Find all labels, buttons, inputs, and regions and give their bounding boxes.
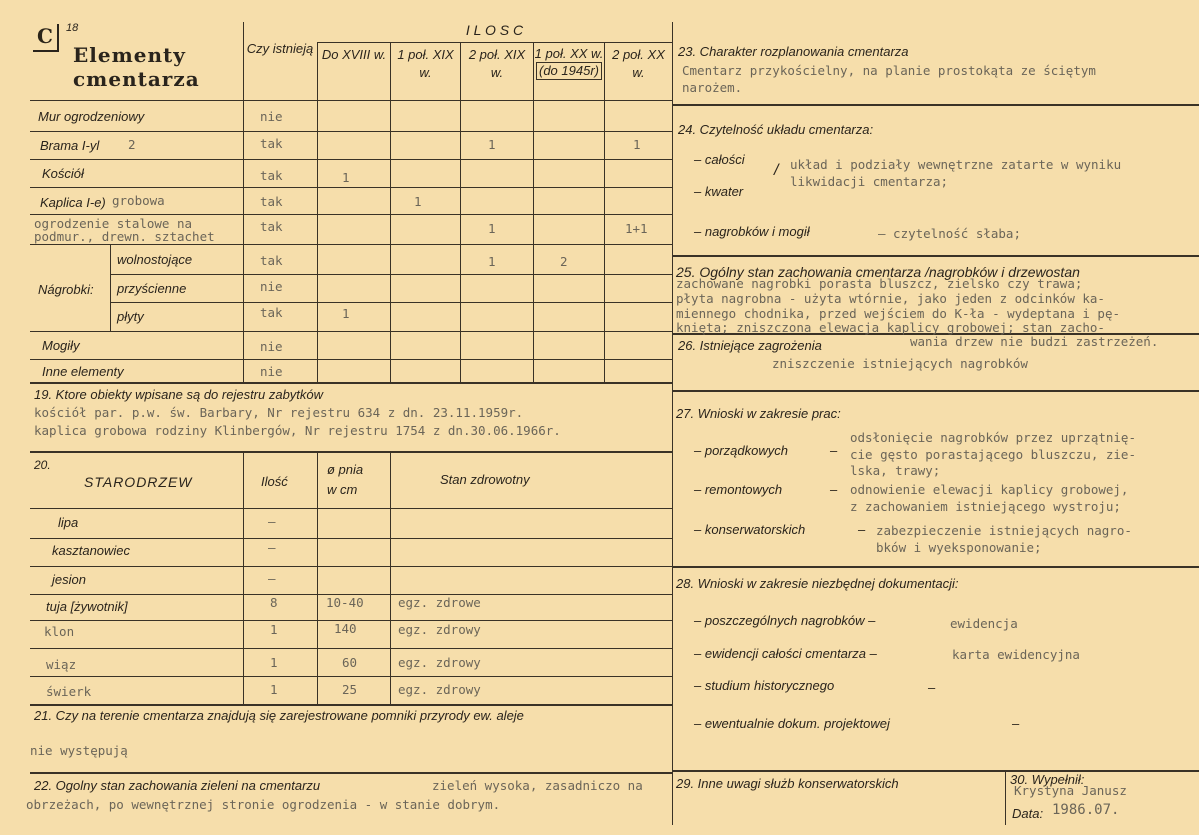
rule <box>30 676 672 677</box>
header-czy-istnieja: Czy istnieją <box>246 41 314 56</box>
s30-name: Krystyna Janusz <box>1014 783 1127 798</box>
s25-heading: 25. Ogólny stan zachowania cmentarza /nagrobków i drzewostan <box>676 264 1080 280</box>
tree-name: lipa <box>58 515 79 530</box>
rule <box>110 302 672 303</box>
row-value: 1 <box>488 221 496 236</box>
tree-diam: 25 <box>342 682 358 697</box>
row-label: Kaplica I-e) <box>40 195 106 210</box>
tree-name: świerk <box>46 684 92 699</box>
s19-heading: 19. Ktore obiekty wpisane są do rejestru zabytków <box>34 387 324 402</box>
rule <box>30 508 672 509</box>
rule <box>672 566 1199 568</box>
rule <box>30 566 672 567</box>
row-label: Kościół <box>42 166 84 181</box>
rule <box>110 274 672 275</box>
s27-text: odnowienie elewacji kaplicy grobowej, <box>850 482 1129 497</box>
rule <box>390 42 391 382</box>
s27-porzadkowych: – porządkowych <box>694 443 788 458</box>
s24-heading: 24. Czytelność układu cmentarza: <box>678 122 874 137</box>
tree-state: egz. zdrowy <box>398 655 481 670</box>
s28-value: karta ewidencyjna <box>952 647 1080 662</box>
rule <box>317 42 672 43</box>
row-exists: nie <box>260 279 283 294</box>
s27-text: z zachowaniem istniejącego wystroju; <box>850 499 1121 514</box>
s25-line: wania drzew nie budzi zastrzeżeń. <box>910 334 1159 349</box>
header-col5: 2 poł. XX w. <box>612 47 665 80</box>
s22-heading: 22. Ogolny stan zachowania zieleni na cmentarzu <box>34 778 321 793</box>
tree-state: egz. zdrowy <box>398 682 481 697</box>
s24-slash: / <box>774 162 779 179</box>
s30-heading: 30. Wypełnił: <box>1010 772 1085 787</box>
row-exists: tak <box>260 219 283 234</box>
rule <box>30 382 672 384</box>
s25-line: zachowane nagrobki porasta bluszcz, zielsko czy trawa; <box>676 276 1083 291</box>
s20-col-diam: ø pnia <box>327 462 364 477</box>
tree-diam: 140 <box>334 621 357 636</box>
s27-text: cie gęsto porastającego bluszczu, zie- <box>850 447 1136 462</box>
row-exists: nie <box>260 364 283 379</box>
row-value: 2 <box>560 254 568 269</box>
title-line: cmentarza <box>73 67 200 91</box>
row-note: 2 <box>128 137 136 152</box>
s28-dash: – <box>1012 716 1020 731</box>
rule <box>30 159 672 160</box>
rule <box>30 187 672 188</box>
s27-remontowych: – remontowych <box>694 482 783 497</box>
s24-text: układ i podziały wewnętrzne zatarte w wyniku <box>790 157 1122 172</box>
tree-qty: 1 <box>270 622 278 637</box>
row-value: 1 <box>342 170 350 185</box>
rule <box>30 772 672 774</box>
rule <box>672 390 1199 392</box>
row-note: grobowa <box>112 193 165 208</box>
center-divider <box>672 22 673 825</box>
row-value: 1 <box>414 194 422 209</box>
rule <box>30 648 672 649</box>
rule <box>1005 770 1006 825</box>
s28-row: – ewentualnie dokum. projektowej <box>694 716 890 731</box>
rule <box>672 104 1199 106</box>
s27-text: lska, trawy; <box>850 463 941 478</box>
row-label: wolnostojące <box>117 252 193 267</box>
s28-row: – poszczególnych nagrobków – <box>694 613 876 628</box>
s22-text: obrzeżach, po wewnętrznej stronie ogrodzenia - w stanie dobrym. <box>26 797 501 812</box>
rule <box>30 538 672 539</box>
s27-text: odsłonięcie nagrobków przez uprzątnię- <box>850 430 1136 445</box>
rule <box>30 331 672 332</box>
row-exists: tak <box>260 168 283 183</box>
row-label-2: podmur., drewn. sztachet <box>34 229 215 244</box>
rule <box>460 42 461 382</box>
s27-heading: 27. Wnioski w zakresie prac: <box>676 406 841 421</box>
s24-nagrobkow: – nagrobków i mogił <box>694 224 810 239</box>
s26-text: zniszczenie istniejących nagrobków <box>772 356 1028 371</box>
rule <box>390 451 391 704</box>
rule <box>30 244 672 245</box>
row-value: 1 <box>488 137 496 152</box>
s27-dash: – <box>830 443 838 458</box>
s23-line: narożem. <box>682 80 743 95</box>
tree-name: jesion <box>52 572 86 587</box>
header-col4 <box>534 46 604 80</box>
s25-line: miennego chodnika, przed wejściem do K-ła - wydeptana i pę- <box>676 306 1121 321</box>
s21-heading: 21. Czy na terenie cmentarza znajdują się zarejestrowane pomniki przyrody ew. aleje <box>34 708 524 723</box>
s25-line: płyta nagrobna - użyta wtórnie, jako jeden z odcinków ka- <box>676 291 1105 306</box>
s28-dash: – <box>928 680 936 695</box>
page-title-2 <box>73 68 200 90</box>
tree-qty: 8 <box>270 595 278 610</box>
s28-value: ewidencja <box>950 616 1018 631</box>
s19-line: kaplica grobowa rodziny Klinbergów, Nr rejestru 1754 z dn.30.06.1966r. <box>34 423 561 438</box>
rule <box>30 451 672 453</box>
rule <box>110 244 111 331</box>
nagrobki-label: Nágrobki: <box>38 282 94 297</box>
row-label: Mur ogrodzeniowy <box>38 109 145 124</box>
rule <box>30 359 672 360</box>
s23-heading: 23. Charakter rozplanowania cmentarza <box>678 44 909 59</box>
rule <box>30 214 672 215</box>
s23-line: Cmentarz przykościelny, na planie prostokąta ze ściętym <box>682 63 1096 78</box>
s27-dash: – <box>830 482 838 497</box>
row-value: 1 <box>488 254 496 269</box>
header-col1: Do XVIII w. <box>321 47 387 62</box>
title-line: Elementy <box>73 43 186 67</box>
tree-qty: 1 <box>270 682 278 697</box>
row-label: płyty <box>117 309 144 324</box>
tree-diam: 60 <box>342 655 358 670</box>
s24-kwater: – kwater <box>694 184 744 199</box>
s27-dash: – <box>858 522 866 537</box>
header-col4-note: (do 1945r) <box>536 62 602 80</box>
tree-diam: 10-40 <box>326 595 364 610</box>
s28-row: – ewidencji całości cmentarza – <box>694 646 877 661</box>
s30-data-label: Data: <box>1012 806 1044 821</box>
rule <box>243 22 244 382</box>
s30-date: 1986.07. <box>1052 802 1120 818</box>
s20-col-state: Stan zdrowotny <box>440 472 530 487</box>
card-number: 18 <box>66 22 79 34</box>
s21-answer: nie występują <box>30 743 128 758</box>
rule <box>533 42 534 382</box>
row-exists: nie <box>260 109 283 124</box>
card-letter: C <box>37 24 53 48</box>
s22-text: zieleń wysoka, zasadniczo na <box>432 778 643 793</box>
rule <box>317 451 318 704</box>
tree-name: kasztanowiec <box>52 543 131 558</box>
row-exists: tak <box>260 253 283 268</box>
s20-col-diam-unit: w cm <box>327 482 358 497</box>
s28-row: – studium historycznego <box>694 678 835 693</box>
s25-line: knięta; zniszczona elewacja kaplicy grobowej; stan zacho- <box>676 320 1105 335</box>
s28-heading: 28. Wnioski w zakresie niezbędnej dokumentacji: <box>676 576 959 591</box>
header-col3: 2 poł. XIX w. <box>468 47 526 80</box>
header-col4-text: 1 poł. XX w. <box>534 46 604 61</box>
row-label: Mogiły <box>42 338 80 353</box>
rule <box>672 255 1199 257</box>
row-label: ogrodzenie stalowe na <box>34 216 193 231</box>
rule <box>317 42 318 382</box>
tree-state: egz. zdrowy <box>398 622 481 637</box>
card-letter-box <box>33 24 59 52</box>
s29-heading: 29. Inne uwagi służb konserwatorskich <box>676 776 899 791</box>
s20-num: 20. <box>34 458 51 472</box>
rule <box>30 100 672 101</box>
tree-state: egz. zdrowe <box>398 595 481 610</box>
s20-col-qty: Ilość <box>261 474 288 489</box>
row-exists: nie <box>260 339 283 354</box>
page-title <box>73 44 186 66</box>
tree-qty: – <box>268 514 276 529</box>
tree-qty: – <box>268 540 276 555</box>
s24-text: likwidacji cmentarza; <box>790 174 949 189</box>
s27-text: zabezpieczenie istniejących nagro- <box>876 523 1132 538</box>
rule <box>30 704 672 706</box>
rule <box>672 770 1199 772</box>
header-ilosc: I L O S C <box>465 22 524 38</box>
rule <box>243 451 244 704</box>
s26-heading: 26. Istniejące zagrożenia <box>678 338 822 353</box>
row-label: Brama I-yl <box>40 138 100 153</box>
s27-text: bków i wyeksponowanie; <box>876 540 1042 555</box>
row-label: Inne elementy <box>42 364 124 379</box>
row-value: 1+1 <box>625 221 648 236</box>
row-value: 1 <box>342 306 350 321</box>
row-exists: tak <box>260 136 283 151</box>
s20-col-name: STARODRZEW <box>84 474 193 490</box>
tree-name: tuja [żywotnik] <box>46 599 128 614</box>
row-value: 1 <box>633 137 641 152</box>
tree-name: wiąz <box>46 657 77 672</box>
tree-name: klon <box>44 624 75 639</box>
s27-konserwatorskich: – konserwatorskich <box>694 522 806 537</box>
row-exists: tak <box>260 305 283 320</box>
tree-qty: – <box>268 571 276 586</box>
rule <box>604 42 605 382</box>
rule <box>30 131 672 132</box>
row-label: przyścienne <box>117 281 187 296</box>
s24-calosci: – całości <box>694 152 745 167</box>
s19-line: kościół par. p.w. św. Barbary, Nr rejestru 634 z dn. 23.11.1959r. <box>34 405 524 420</box>
header-col2: 1 poł. XIX w. <box>397 47 454 80</box>
row-exists: tak <box>260 194 283 209</box>
tree-qty: 1 <box>270 655 278 670</box>
s24-text: – czytelność słaba; <box>878 226 1021 241</box>
